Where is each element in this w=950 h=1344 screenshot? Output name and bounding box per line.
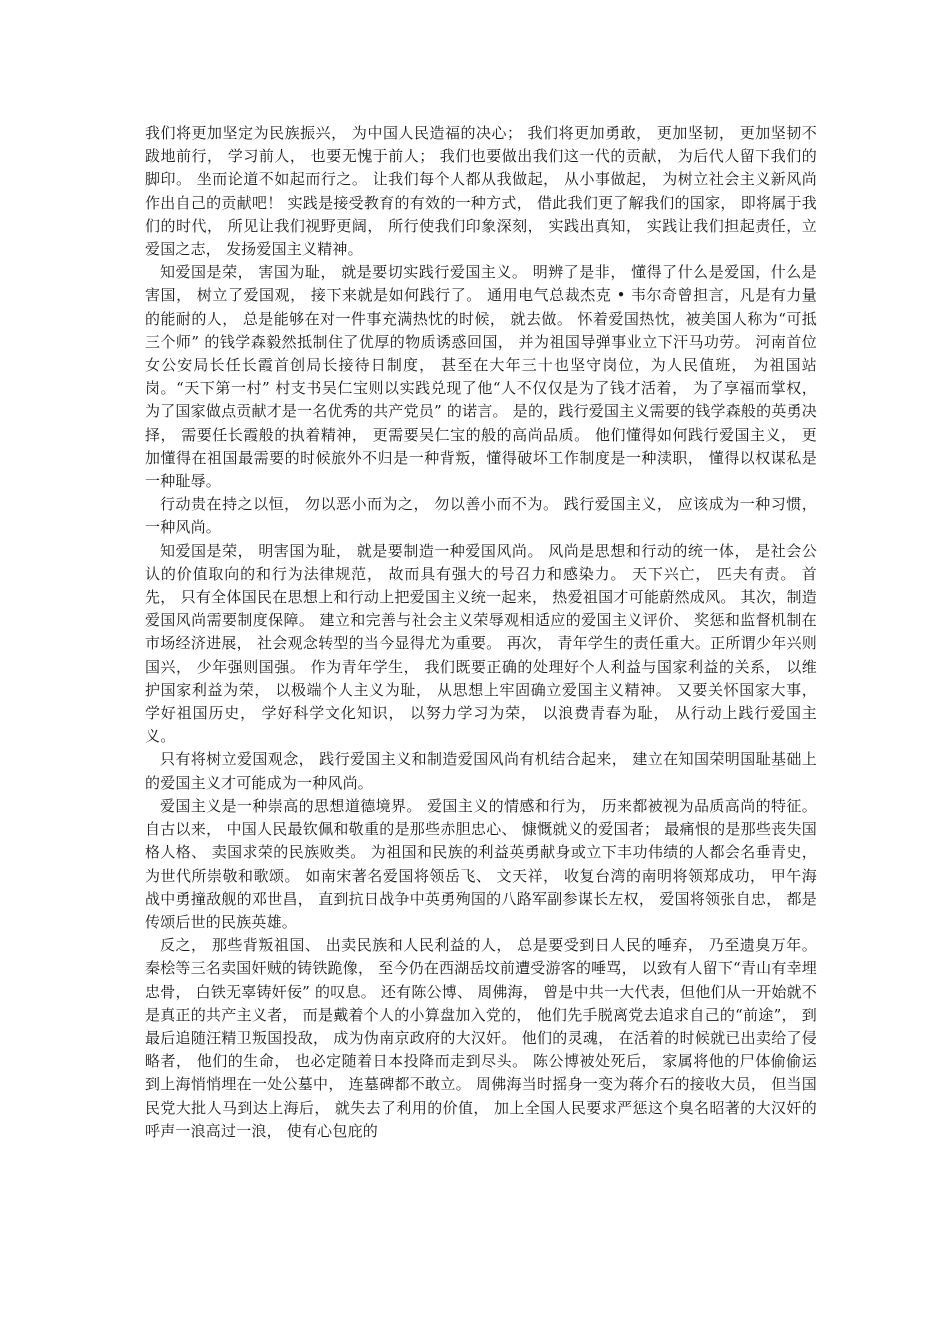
paragraph-7: 反之， 那些背叛祖国、 出卖民族和人民利益的人， 总是要受到日人民的唾弃， 乃至遗臭万年。 秦桧等三名卖国奸贼的铸铁跪像， 至今仍在西湖岳坟前遭受游客的唾骂， 以致有人留下“青山有幸埋忠骨， 白铁无辜铸奸佞” 的叹息。 还有陈公博、 周佛海， 曾是中共一大代表，但他们从一开始就不是真正的共产主义者， 而是戴着个人的小算盘加入党的， 他们先手脱离党去追求自己的“前途”， 到最后追随汪精卫叛国投敌， 成为伪南京政府的大汉奸。 他们的灵魂， 在活着的时候就已出卖给了侵略者， 他们的生命， 也必定随着日本投降而走到尽头。 陈公博被处死后， 家属将他的尸体偷偷运到上海悄悄埋在一处公墓中， 连墓碑都不敢立。 周佛海当时摇身一变为蒋介石的接收大员， 但当国民党大批人马到达上海后， 就失去了利用的价值， 加上全国人民要求严惩这个臭名昭著的大汉奸的呼声一浪高过一浪， 使有心包庇的 [145, 936, 817, 1140]
paragraph-1: 我们将更加坚定为民族振兴， 为中国人民造福的决心； 我们将更加勇敢， 更加坚韧， 更加坚韧不跋地前行， 学习前人， 也要无愧于前人； 我们也要做出我们这一代的贡献， 为后代人留下我们的脚印。 坐而论道不如起而行之。 让我们每个人都从我做起， 从小事做起， 为树立社会主义新风尚作出自己的贡献吧！ 实践是接受教育的有效的一种方式， 借此我们更了解我们的国家， 即将属于我们的时代， 所见让我们视野更阔， 所行使我们印象深刻， 实践出真知， 实践让我们担起责任，立爱国之志， 发扬爱国主义精神。 [145, 124, 817, 259]
paragraph-5: 只有将树立爱国观念， 践行爱国主义和制造爱国风尚有机结合起来， 建立在知国荣明国耻基础上的爱国主义才可能成为一种风尚。 [145, 750, 817, 792]
document-page [145, 122, 817, 1143]
paragraph-2: 知爱国是荣， 害国为耻， 就是要切实践行爱国主义。 明辨了是非， 懂得了什么是爱国，什么是害国， 树立了爱国观， 接下来就是如何践行了。 通用电气总裁杰克 • 韦尔奇曾担言，凡是有力量的能耐的人， 总是能够在对一件事充满热忱的时候， 就去做。 怀着爱国热忱，被美国人称为“可抵三个师” 的钱学森毅然抵制住了优厚的物质诱惑回国， 并为祖国导弹事业立下汗马功劳。 河南首位女公安局长任长霞首创局长接待日制度， 甚至在大年三十也坚守岗位，为人民值班， 为祖国站岗。“天下第一村” 村支书吴仁宝则以实践兑现了他“人不仅仅是为了钱才活着， 为了享福而掌权， 为了国家做点贡献才是一名优秀的共产党员” 的诺言。 是的，践行爱国主义需要的钱学森般的英勇决择， 需要任长霞般的执着精神， 更需要吴仁宝的般的高尚品质。 他们懂得如何践行爱国主义， 更加懂得在祖国最需要的时候旅外不归是一种背叛，懂得破坏工作制度是一种渎职， 懂得以权谋私是一种耻辱。 [145, 263, 817, 491]
paragraph-3: 行动贵在持之以恒， 勿以恶小而为之， 勿以善小而不为。 践行爱国主义， 应该成为一种习惯，一种风尚。 [145, 495, 817, 537]
paragraph-6: 爱国主义是一种崇高的思想道德境界。 爱国主义的情感和行为， 历来都被视为品质高尚的特征。 自古以来， 中国人民最钦佩和敬重的是那些赤胆忠心、 慷慨就义的爱国者； 最痛恨的是那些丧失国格人格、 卖国求荣的民族败类。 为祖国和民族的利益英勇献身或立下丰功伟绩的人都会名垂青史， 为世代所崇敬和歌颂。 如南宋著名爱国将领岳飞、 文天祥， 收复台湾的南明将领郑成功， 甲午海战中勇撞敌舰的邓世昌， 直到抗日战争中英勇殉国的八路军副参谋长左权， 爱国将领张自忠， 都是传颂后世的民族英雄。 [145, 796, 817, 931]
paragraph-4: 知爱国是荣， 明害国为耻， 就是要制造一种爱国风尚。 风尚是思想和行动的统一体， 是社会公认的价值取向的和行为法律规范， 故而具有强大的号召力和感染力。 天下兴亡， 匹夫有责。 首先， 只有全体国民在思想上和行动上把爱国主义统一起来， 热爱祖国才可能蔚然成风。 其次，制造爱国风尚需要制度保障。 建立和完善与社会主义荣辱观相适应的爱国主义评价、 奖惩和监督机制在市场经济进展， 社会观念转型的当今显得尤为重要。 再次， 青年学生的责任重大。正所谓少年兴则国兴， 少年强则国强。 作为青年学生， 我们既要正确的处理好个人利益与国家利益的关系， 以维护国家利益为荣， 以极端个人主义为耻， 从思想上牢固确立爱国主义精神。 又要关怀国家大事， 学好祖国历史， 学好科学文化知识， 以努力学习为荣， 以浪费青春为耻， 从行动上践行爱国主义。 [145, 541, 817, 746]
